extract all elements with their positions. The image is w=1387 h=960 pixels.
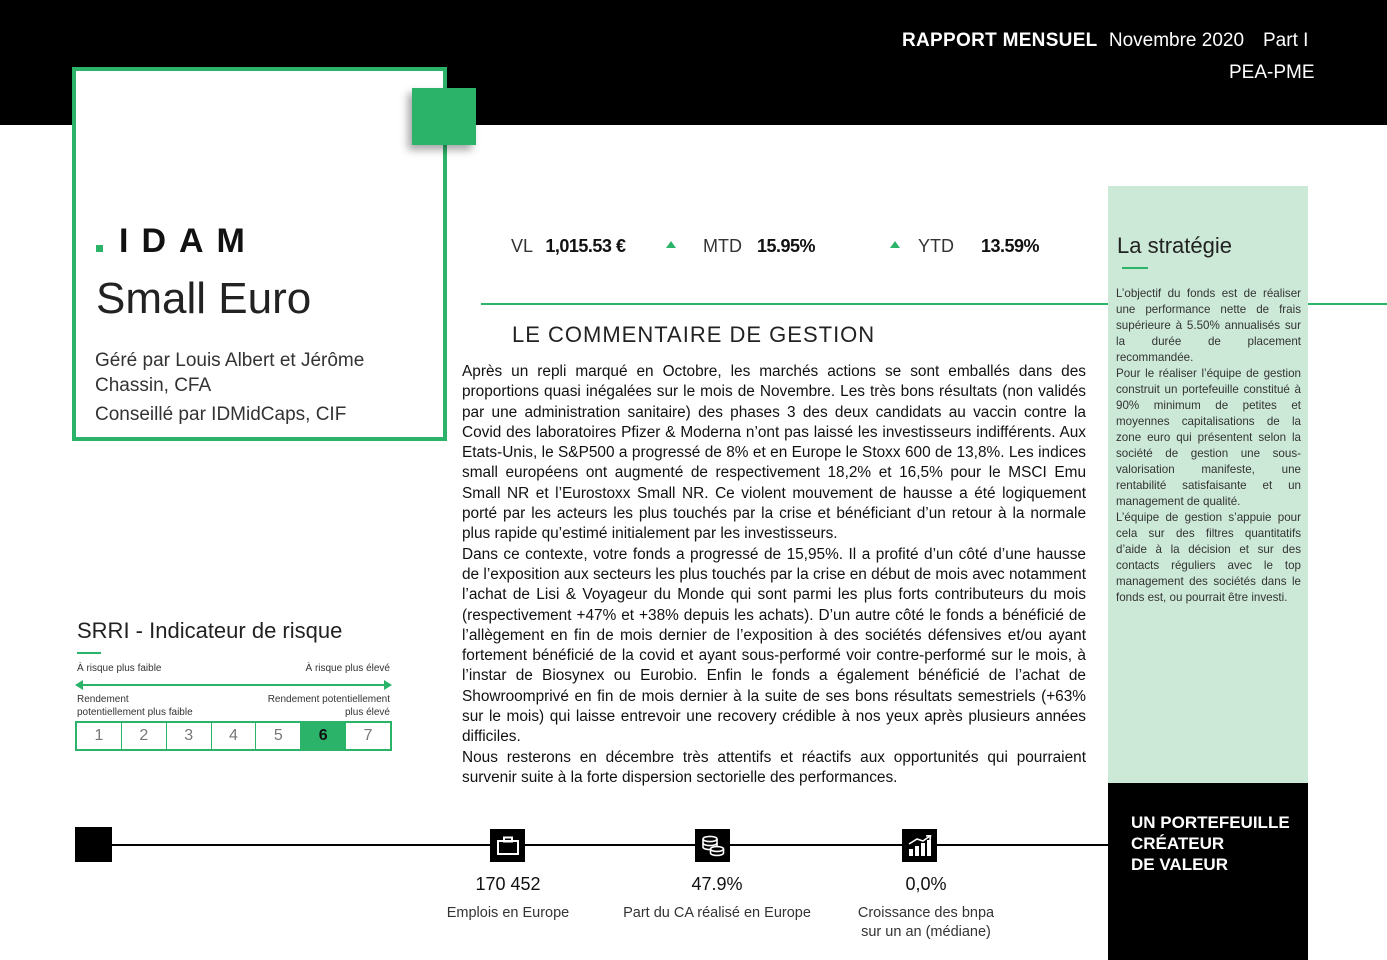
srri-low-return <box>77 693 227 719</box>
strategy-paragraph: L’objectif du fonds est de réaliser une performance nette de frais supérieure à 5.50% annualisés sur la durée de placement recommandée. <box>1116 287 1301 364</box>
fund-category: PEA-PME <box>1229 62 1315 83</box>
report-date: Novembre 2020 <box>1108 30 1245 51</box>
srri-low-return-line: Rendement <box>77 694 129 705</box>
kpi-vl-value: 1,015.53 € <box>545 236 626 256</box>
srri-level: 5 <box>256 723 301 749</box>
srri-low-return-line: potentiellement plus faible <box>77 707 193 718</box>
stat-revenue-europe-label: Part du CA réalisé en Europe <box>623 905 811 921</box>
briefcase-icon <box>490 829 525 862</box>
srri-level: 2 <box>122 723 167 749</box>
srri-title: SRRI - Indicateur de risque <box>77 618 343 643</box>
report-title <box>902 30 1244 52</box>
strategy-paragraph: Pour le réaliser l’équipe de gestion construit un portefeuille constitué à 90% minimum de petites et moyennes capitalisations de la zone euro qui présentent selon la société de gestion une sous-valorisation manifeste, une rentabilité satisfaisante et un management de qualité. <box>1116 367 1301 508</box>
srri-high-return <box>240 693 390 719</box>
srri-scale <box>75 721 392 751</box>
fund-managers: Géré par Louis Albert et Jérôme Chassin, CFA <box>95 350 365 396</box>
srri-high-return-line: Rendement potentiellement <box>267 694 390 705</box>
portfolio-line: CRÉATEUR <box>1131 834 1225 853</box>
srri-level: 7 <box>363 727 373 744</box>
commentary-title: LE COMMENTAIRE DE GESTION <box>512 322 876 347</box>
kpi-vl-label: VL <box>511 236 533 256</box>
stat-eps-growth-value: 0,0% <box>905 874 947 894</box>
coins-icon <box>695 829 730 862</box>
srri-underline <box>77 652 101 654</box>
portfolio-box-text <box>1131 812 1301 875</box>
fund-name: Small Euro <box>96 274 312 323</box>
brand-name: IDAM <box>119 222 258 260</box>
kpi-mtd-value: 15.95% <box>757 236 816 256</box>
srri-high-return-line: plus élevé <box>344 707 390 718</box>
stat-employees-value: 170 452 <box>475 874 541 894</box>
share-class: Part I <box>1263 30 1309 51</box>
up-arrow-icon <box>890 241 900 248</box>
commentary-paragraph: Nous resterons en décembre très attentifs et réactifs aux opportunités qui pourraient survenir suite à la forte dispersion sectorielle des performances. <box>462 748 1086 786</box>
bar-chart-icon <box>902 829 937 862</box>
srri-low-risk: À risque plus faible <box>77 663 162 674</box>
kpi-ytd-label: YTD <box>918 236 954 256</box>
strategy-body <box>1116 286 1301 606</box>
timeline-line <box>110 844 1108 846</box>
commentary-paragraph: Dans ce contexte, votre fonds a progressé de 15,95%. Il a profité d’un côté d’une hausse de l’exposition aux secteurs les plus touchés par la crise en début de mois avec notamment l’achat de Lisi & Voyageur du Monde qui sont parmi les plus forts contributeurs du mois (respectivement +47% et +38% depuis les achats). D’un autre côté le fonds a bénéficié de l’allègement en fin de mois dernier de l’exposition à des sociétés défensives et/ou ayant fortement bénéficié de la covid et ayant sous-performé voir contre-performé sur le mois, à l’instar de Biosynex ou Eurobio. Enfin le fonds a également bénéficié de l’achat de Showroomprivé en fin de mois dernier à la suite de ses bons résultats semestriels (+63% sur le mois) qui laisse entrevoir une recovery crédible à nos yeux après plusieurs années difficiles. <box>462 545 1086 746</box>
brand-logo <box>96 222 258 261</box>
kpi-ytd-value: 13.59% <box>981 236 1040 256</box>
kpi-vl <box>511 236 625 257</box>
up-arrow-icon <box>666 241 676 248</box>
stat-eps-growth-label <box>846 904 1006 942</box>
strategy-underline <box>1122 267 1148 269</box>
srri-level: 1 <box>77 723 122 749</box>
brand-dot-icon <box>96 245 103 252</box>
strategy-paragraph: L’équipe de gestion s’appuie pour cela sur des filtres quantitatifs d’aide à la décision et sur des contacts réguliers avec le top management des sociétés dans le fonds est, ou pourrait être investi. <box>1116 511 1301 604</box>
kpi-mtd <box>703 236 815 257</box>
strategy-title: La stratégie <box>1117 233 1232 258</box>
commentary-paragraph: Après un repli marqué en Octobre, les marchés actions se sont emballés dans des proportions quasi inégalées sur le mois de Novembre. Les très bons résultats (non validés par une administration sanitaire) des phases 3 des deux candidats au vaccin contre la Covid des laboratoires Pfizer & Moderna n’ont pas laissé les investisseurs indifférents. Aux Etats-Unis, le S&P500 a progressé de 8% et en Europe le Stoxx 600 de 13,8%. Les indices small européens ont augmenté de respectivement 18,2% et 16,5% pour le MSCI Emu Small NR et l’Eurostoxx Small NR. Ce violent mouvement de hausse a été logiquement porté par les acteurs les plus touchés par la crise et bénéficiant d’un retour à la normale plus rapide qu’estimé initialement par les investisseurs. <box>462 363 1086 543</box>
portfolio-line: DE VALEUR <box>1131 855 1228 874</box>
arrow-right-icon <box>384 680 392 690</box>
commentary-body <box>462 362 1086 788</box>
srri-level: 3 <box>167 723 212 749</box>
fund-advisor: Conseillé par IDMidCaps, CIF <box>95 404 347 425</box>
kpi-mtd-label: MTD <box>703 236 742 256</box>
stat-eps-growth-line: Croissance des bnpa <box>857 905 995 921</box>
stat-revenue-europe-value: 47.9% <box>691 874 743 894</box>
srri-level: 4 <box>212 723 257 749</box>
stat-eps-growth-line: sur un an (médiane) <box>861 924 991 940</box>
srri-high-risk: À risque plus élevé <box>305 663 390 674</box>
srri-level: 6 <box>301 723 346 749</box>
report-title-text: RAPPORT MENSUEL <box>902 30 1098 51</box>
timeline-start-square <box>75 827 112 862</box>
frame-accent-square <box>412 88 476 145</box>
stat-employees-label: Emplois en Europe <box>446 905 570 921</box>
portfolio-line: UN PORTEFEUILLE <box>1131 813 1290 832</box>
srri-arrow-line <box>82 684 386 686</box>
kpi-ytd <box>918 236 1039 257</box>
